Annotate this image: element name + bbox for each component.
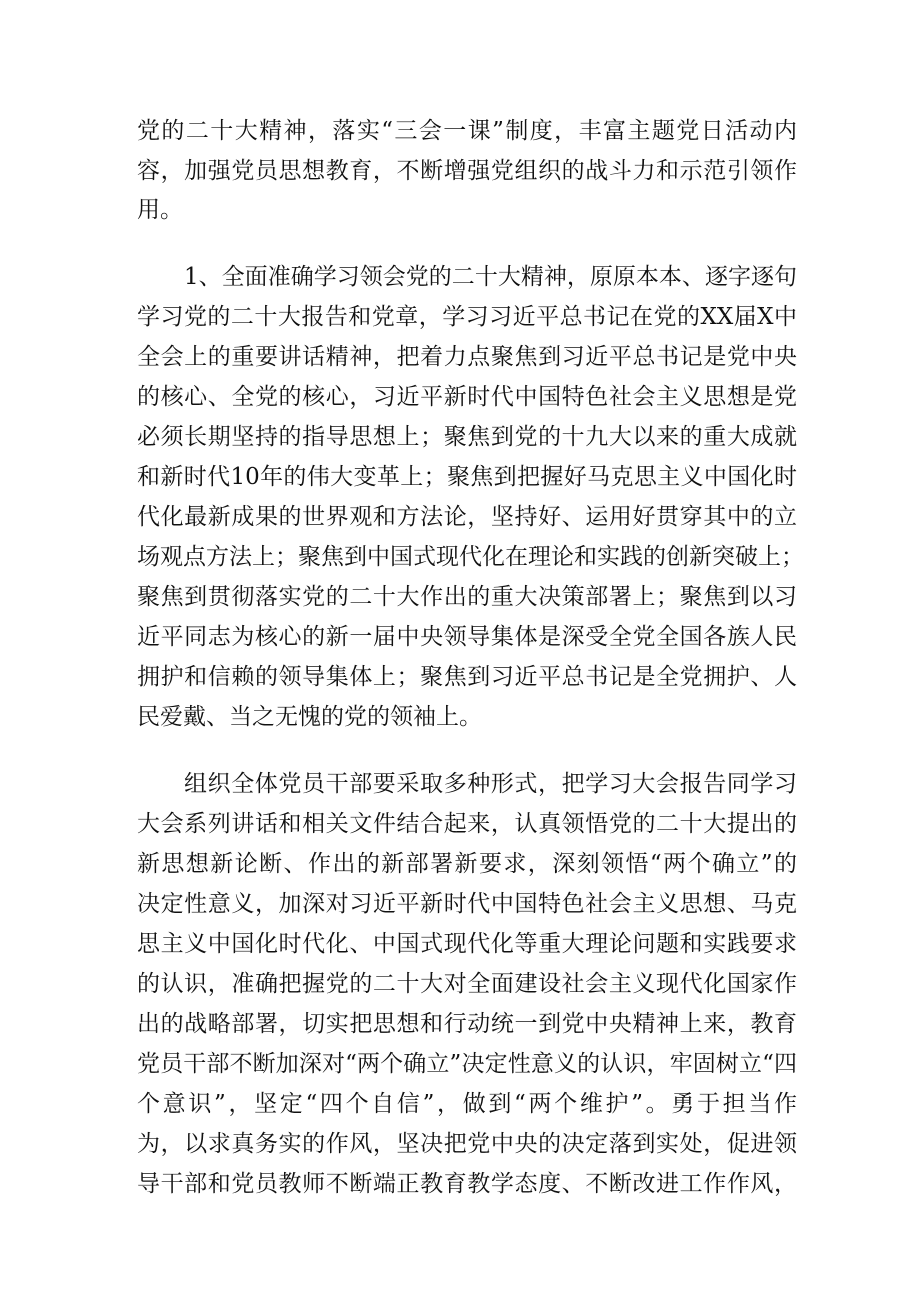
- text-line: 全会上的重要讲话精神，把着力点聚焦到习近平总书记是党中央: [137, 344, 797, 370]
- text-line: 用。: [137, 197, 183, 223]
- text-line: 拥护和信赖的领导集体上；聚焦到习近平总书记是全党拥护、人: [137, 664, 797, 690]
- text-line: 思主义中国化时代化、中国式现代化等重大理论问题和实践要求: [137, 931, 797, 957]
- text-line: 民爱戴、当之无愧的党的领袖上。: [137, 704, 482, 730]
- text-line: 为，以求真务实的作风，坚决把党中央的决定落到实处，促进领: [137, 1131, 797, 1157]
- text-line: 容，加强党员思想教育，不断增强党组织的战斗力和示范引领作: [137, 158, 797, 184]
- text-line: 聚焦到贯彻落实党的二十大作出的重大决策部署上；聚焦到以习: [137, 584, 797, 610]
- text-line: 个意识”，坚定“四个自信”，做到“两个维护”。勇于担当作: [137, 1091, 797, 1117]
- text-line: 代化最新成果的世界观和方法论，坚持好、运用好贯穿其中的立: [137, 504, 797, 530]
- text-line: 新思想新论断、作出的新部署新要求，深刻领悟“两个确立”的: [137, 851, 797, 877]
- text-line: 的核心、全党的核心，习近平新时代中国特色社会主义思想是党: [137, 384, 797, 410]
- text-line: 党员干部不断加深对“两个确立”决定性意义的认识，牢固树立“四: [137, 1051, 797, 1077]
- text-line: 学习党的二十大报告和党章，学习习近平总书记在党的XX届X中: [137, 304, 797, 330]
- text-line: 场观点方法上；聚焦到中国式现代化在理论和实践的创新突破上；: [137, 544, 804, 570]
- text-line: 党的二十大精神，落实“三会一课”制度，丰富主题党日活动内: [137, 118, 797, 144]
- text-line: 和新时代10年的伟大变革上；聚焦到把握好马克思主义中国化时: [137, 464, 797, 490]
- text-line: 近平同志为核心的新一届中央领导集体是深受全党全国各族人民: [137, 624, 797, 650]
- text-line: 的认识，准确把握党的二十大对全面建设社会主义现代化国家作: [137, 971, 797, 997]
- text-line: 出的战略部署，切实把思想和行动统一到党中央精神上来，教育: [137, 1011, 797, 1037]
- text-line: 导干部和党员教师不断端正教育教学态度、不断改进工作作风，: [137, 1171, 797, 1197]
- text-line: 组织全体党员干部要采取多种形式，把学习大会报告同学习: [184, 771, 797, 797]
- text-line: 大会系列讲话和相关文件结合起来，认真领悟党的二十大提出的: [137, 811, 797, 837]
- text-line: 1、全面准确学习领会党的二十大精神，原原本本、逐字逐句: [184, 264, 797, 290]
- text-line: 必须长期坚持的指导思想上；聚焦到党的十九大以来的重大成就: [137, 424, 797, 450]
- text-line: 决定性意义，加深对习近平新时代中国特色社会主义思想、马克: [137, 891, 797, 917]
